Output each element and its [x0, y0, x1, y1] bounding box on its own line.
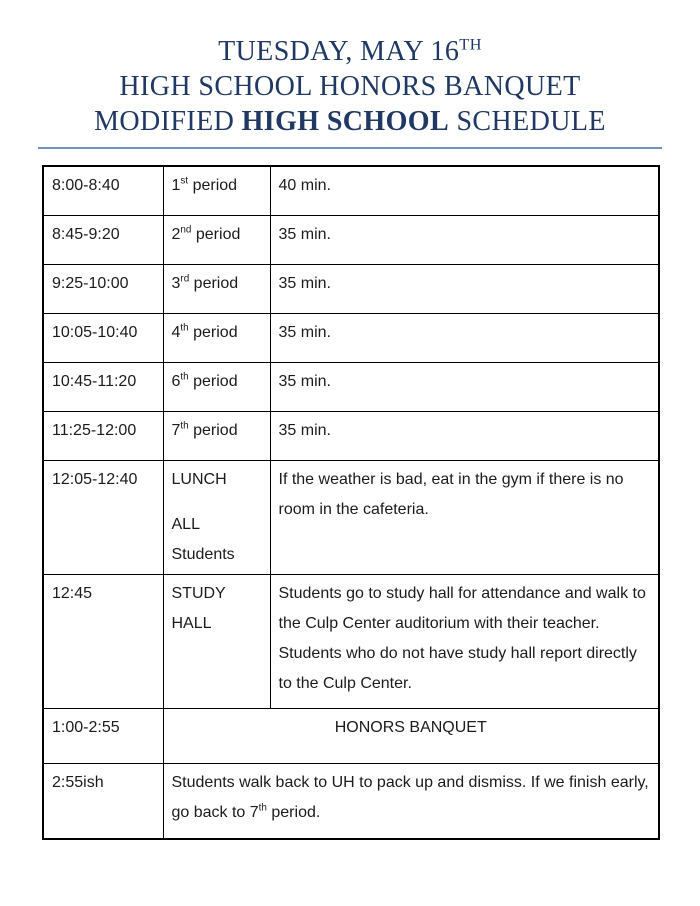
period-ordinal-suffix: th [180, 322, 189, 334]
lunch-note-cell: If the weather is bad, eat in the gym if there is no room in the cafeteria. [270, 461, 659, 575]
period-cell [163, 216, 270, 265]
time-cell: 1:00-2:55 [43, 709, 163, 764]
time-cell: 10:05-10:40 [43, 314, 163, 363]
period-word: period [189, 275, 239, 292]
period-word: period [191, 226, 241, 243]
time-cell: 8:00-8:40 [43, 166, 163, 216]
table-row-lunch [43, 461, 659, 575]
period-cell [163, 363, 270, 412]
period-word: period [188, 422, 238, 439]
title-line-event: HIGH SCHOOL HONORS BANQUET [119, 71, 581, 102]
time-cell: 2:55ish [43, 764, 163, 840]
dismissal-note-pre: Students walk back to UH to pack up and dismiss. If we finish early, go back to 7 [171, 774, 649, 821]
lunch-label: LUNCH [171, 471, 227, 488]
period-cell [163, 314, 270, 363]
title-schedule-post: SCHEDULE [449, 106, 606, 137]
duration-cell: 35 min. [270, 314, 659, 363]
time-cell: 12:45 [43, 575, 163, 709]
period-word: period [188, 324, 238, 341]
period-number: 1 [171, 177, 181, 194]
table-row-dismissal [43, 764, 659, 840]
duration-cell: 35 min. [270, 412, 659, 461]
period-number: 6 [171, 373, 181, 390]
period-word: period [188, 177, 238, 194]
period-number: 4 [171, 324, 181, 341]
table-row-study-hall [43, 575, 659, 709]
duration-cell: 35 min. [270, 216, 659, 265]
study-hall-label-cell: STUDY HALL [163, 575, 270, 709]
dismissal-period-ordinal-suffix: th [258, 802, 267, 814]
dismissal-note-cell [163, 764, 659, 840]
period-ordinal-suffix: st [180, 175, 189, 187]
table-row-period-6 [43, 363, 659, 412]
table-row-honors-banquet [43, 709, 659, 764]
period-number: 2 [171, 226, 181, 243]
time-cell: 9:25-10:00 [43, 265, 163, 314]
period-cell [163, 166, 270, 216]
period-ordinal-suffix: rd [180, 273, 190, 285]
period-cell [163, 265, 270, 314]
period-word: period [188, 373, 238, 390]
table-row-period-3 [43, 265, 659, 314]
period-ordinal-suffix: th [180, 371, 189, 383]
schedule-table [42, 165, 660, 840]
duration-cell: 35 min. [270, 363, 659, 412]
time-cell: 10:45-11:20 [43, 363, 163, 412]
duration-cell: 40 min. [270, 166, 659, 216]
table-row-period-7 [43, 412, 659, 461]
document-title [0, 34, 700, 139]
time-cell: 12:05-12:40 [43, 461, 163, 575]
time-cell: 8:45-9:20 [43, 216, 163, 265]
title-schedule-emphasis: HIGH SCHOOL [241, 106, 450, 137]
lunch-label-cell [163, 461, 270, 575]
period-ordinal-suffix: th [180, 420, 189, 432]
title-underline-rule [38, 147, 662, 149]
banquet-label-cell: HONORS BANQUET [163, 709, 659, 764]
title-date-ordinal-suffix: TH [459, 35, 482, 54]
dismissal-note-post: period. [266, 804, 321, 821]
table-row-period-4 [43, 314, 659, 363]
period-ordinal-suffix: nd [180, 224, 192, 236]
table-row-period-1 [43, 166, 659, 216]
title-schedule-pre: MODIFIED [94, 106, 242, 137]
title-line-schedule [0, 104, 700, 139]
duration-cell: 35 min. [270, 265, 659, 314]
period-cell [163, 412, 270, 461]
table-row-period-2 [43, 216, 659, 265]
title-line-date [0, 34, 700, 69]
title-date-text: TUESDAY, MAY 16 [218, 36, 460, 67]
period-number: 7 [171, 422, 181, 439]
lunch-audience-label: ALL Students [171, 516, 235, 563]
period-number: 3 [171, 275, 181, 292]
study-hall-note-cell: Students go to study hall for attendance and walk to the Culp Center auditorium with their teacher. Students who do not have study hall report directly to the Culp Center. [270, 575, 659, 709]
time-cell: 11:25-12:00 [43, 412, 163, 461]
